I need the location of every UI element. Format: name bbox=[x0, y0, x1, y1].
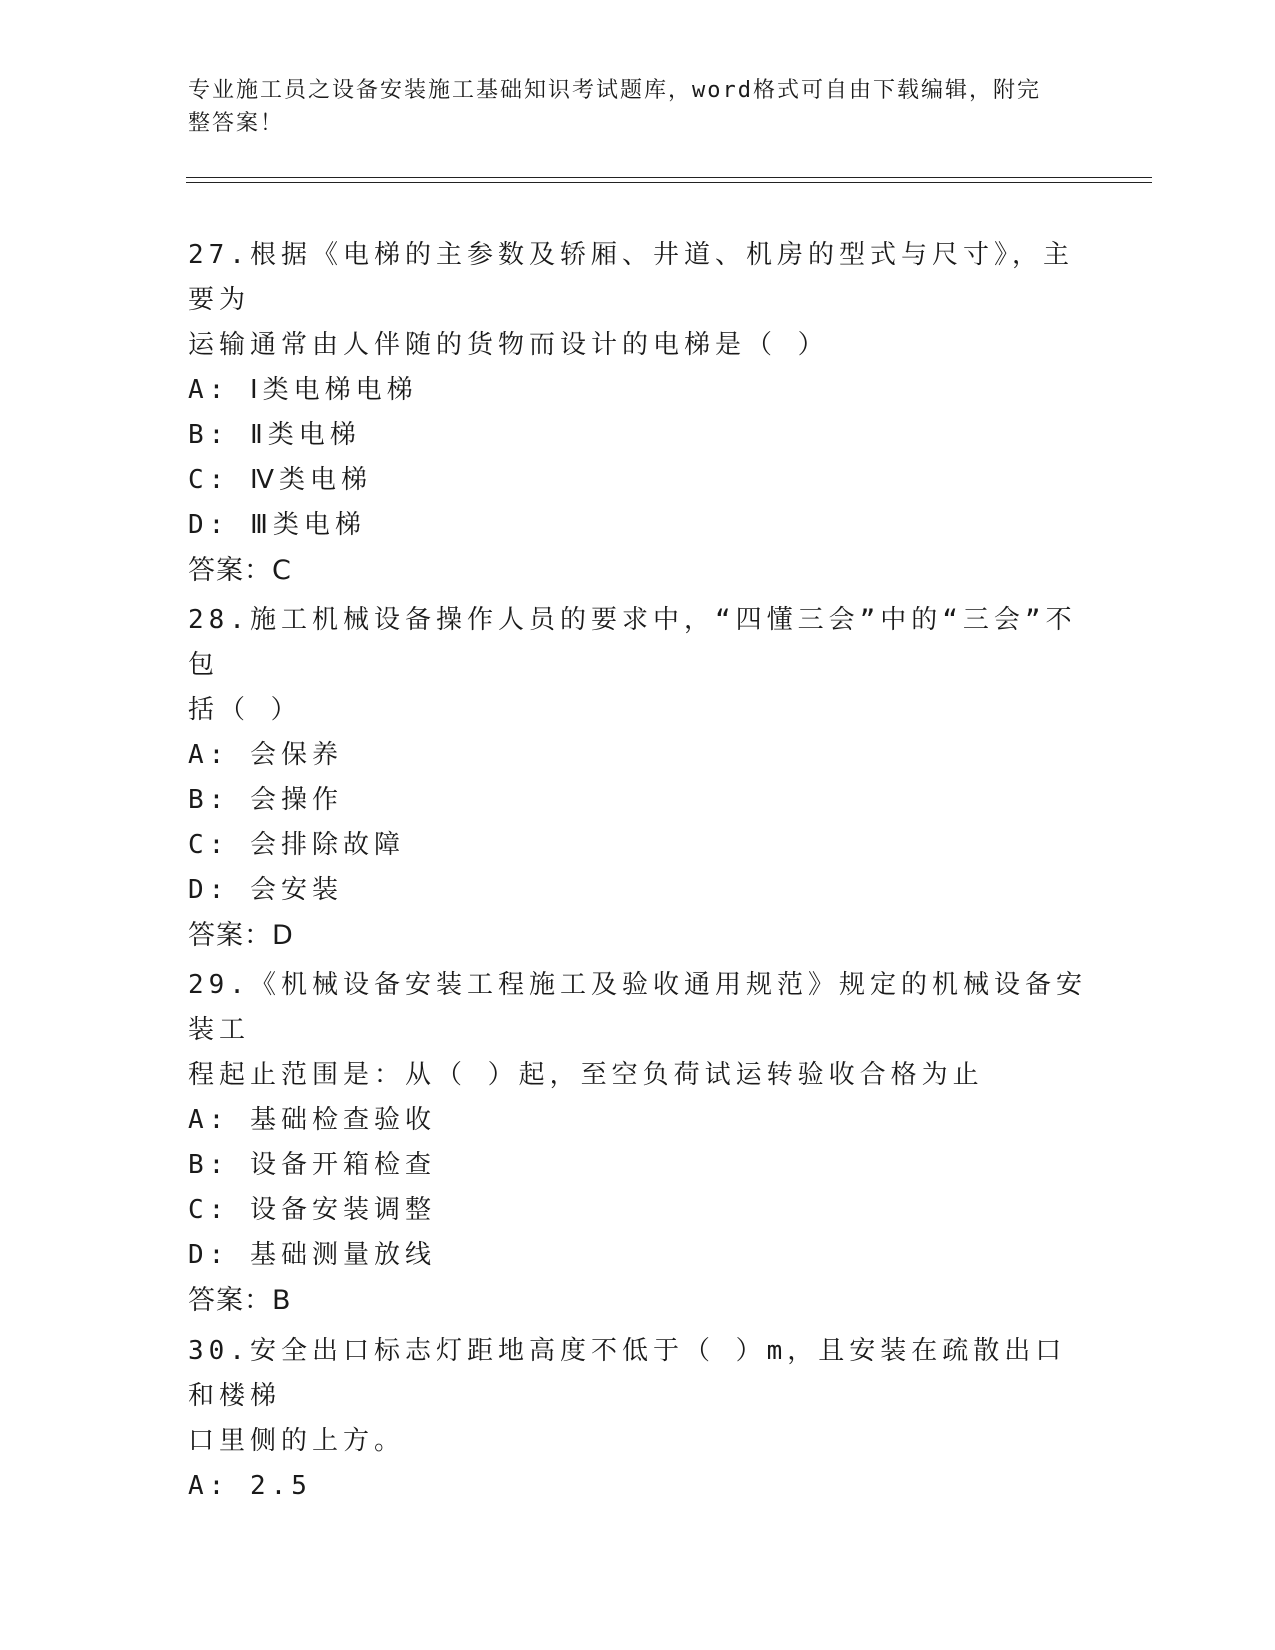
question-stem-line: 30.安全出口标志灯距地高度不低于（ ）m，且安装在疏散出口和楼梯 bbox=[188, 1336, 1067, 1411]
option-a: A: Ⅰ类电梯电梯 bbox=[188, 375, 418, 405]
option-c: C: 设备安装调整 bbox=[188, 1195, 436, 1225]
question-28 bbox=[188, 598, 1088, 959]
option-b: B: 会操作 bbox=[188, 785, 343, 815]
question-stem-line: 口里侧的上方。 bbox=[188, 1426, 406, 1456]
question-27 bbox=[188, 233, 1088, 594]
header-line-2: 整答案！ bbox=[188, 111, 285, 136]
option-a: A: 基础检查验收 bbox=[188, 1105, 436, 1135]
option-c: C: Ⅳ类电梯 bbox=[188, 465, 372, 495]
question-30 bbox=[188, 1329, 1088, 1509]
question-stem-line: 29.《机械设备安装工程施工及验收通用规范》规定的机械设备安装工 bbox=[188, 970, 1087, 1045]
option-d: D: 会安装 bbox=[188, 875, 343, 905]
question-stem-line: 运输通常由人伴随的货物而设计的电梯是（ ） bbox=[188, 330, 829, 360]
answer: 答案：D bbox=[188, 920, 294, 951]
question-stem-line: 28.施工机械设备操作人员的要求中，“四懂三会”中的“三会”不包 bbox=[188, 605, 1077, 680]
answer: 答案：B bbox=[188, 1285, 292, 1316]
answer: 答案：C bbox=[188, 555, 292, 586]
question-29 bbox=[188, 963, 1088, 1324]
header-divider-top bbox=[186, 177, 1152, 178]
question-stem-line: 括（ ） bbox=[188, 695, 302, 725]
header-divider-bottom bbox=[186, 182, 1152, 183]
option-b: B: Ⅱ类电梯 bbox=[188, 420, 361, 450]
question-stem-line: 27.根据《电梯的主参数及轿厢、井道、机房的型式与尺寸》，主要为 bbox=[188, 240, 1074, 315]
question-stem-line: 程起止范围是：从（ ）起，至空负荷试运转验收合格为止 bbox=[188, 1060, 984, 1090]
option-b: B: 设备开箱检查 bbox=[188, 1150, 436, 1180]
option-c: C: 会排除故障 bbox=[188, 830, 405, 860]
option-a: A: 2.5 bbox=[188, 1471, 312, 1501]
option-d: D: Ⅲ类电梯 bbox=[188, 510, 366, 540]
document-header bbox=[188, 74, 1068, 140]
option-a: A: 会保养 bbox=[188, 740, 343, 770]
header-line-1: 专业施工员之设备安装施工基础知识考试题库，word格式可自由下载编辑，附完 bbox=[188, 78, 1041, 103]
option-d: D: 基础测量放线 bbox=[188, 1240, 436, 1270]
